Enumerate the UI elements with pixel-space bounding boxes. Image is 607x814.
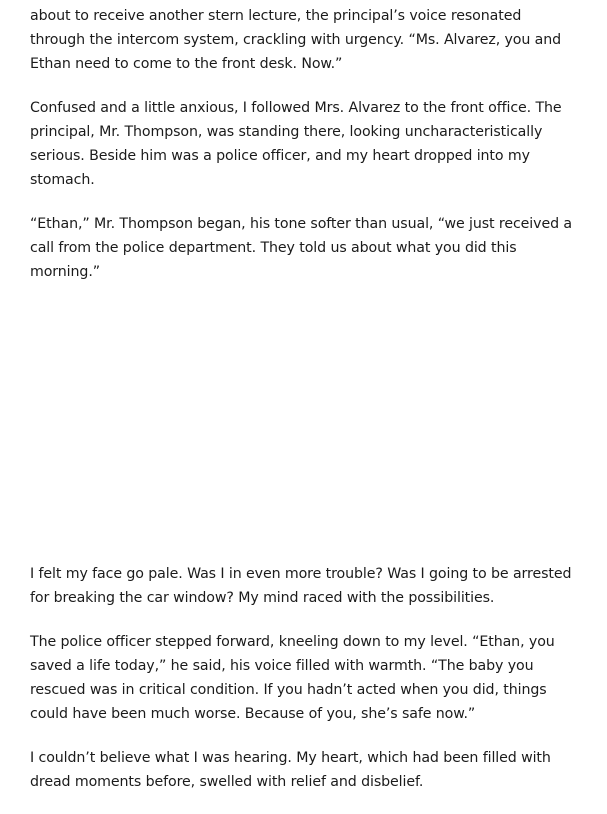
paragraph-principal-intercom: about to receive another stern lecture, the principal’s voice resonated through the intercom system, crackling with urgency. “Ms. Alvarez, you and Ethan need to come to the front desk. Now.” — [30, 8, 562, 72]
paragraph-thompson-speaks: “Ethan,” Mr. Thompson began, his tone softer than usual, “we just received a call from the police department. They told us about what you did this morning.” — [30, 216, 572, 280]
paragraph-relief: I couldn’t believe what I was hearing. My heart, which had been filled with dread moments before, swelled with relief and disbelief. — [30, 750, 551, 790]
paragraph-face-pale: I felt my face go pale. Was I in even more trouble? Was I going to be arrested for breaking the car window? My mind raced with the possibilities. — [30, 566, 572, 606]
document-body — [30, 4, 580, 814]
paragraph-officer-speaks: The police officer stepped forward, kneeling down to my level. “Ethan, you saved a life today,” he said, his voice filled with warmth. “The baby you rescued was in critical condition. If you hadn’t acted when you did, things could have been much worse. Because of you, she’s safe now.” — [30, 634, 555, 722]
blank-space — [30, 304, 580, 562]
paragraph-front-office: Confused and a little anxious, I followed Mrs. Alvarez to the front office. The principal, Mr. Thompson, was standing there, looking uncharacteristically serious. Beside him was a police officer, and my heart dropped into my stomach. — [30, 100, 562, 188]
